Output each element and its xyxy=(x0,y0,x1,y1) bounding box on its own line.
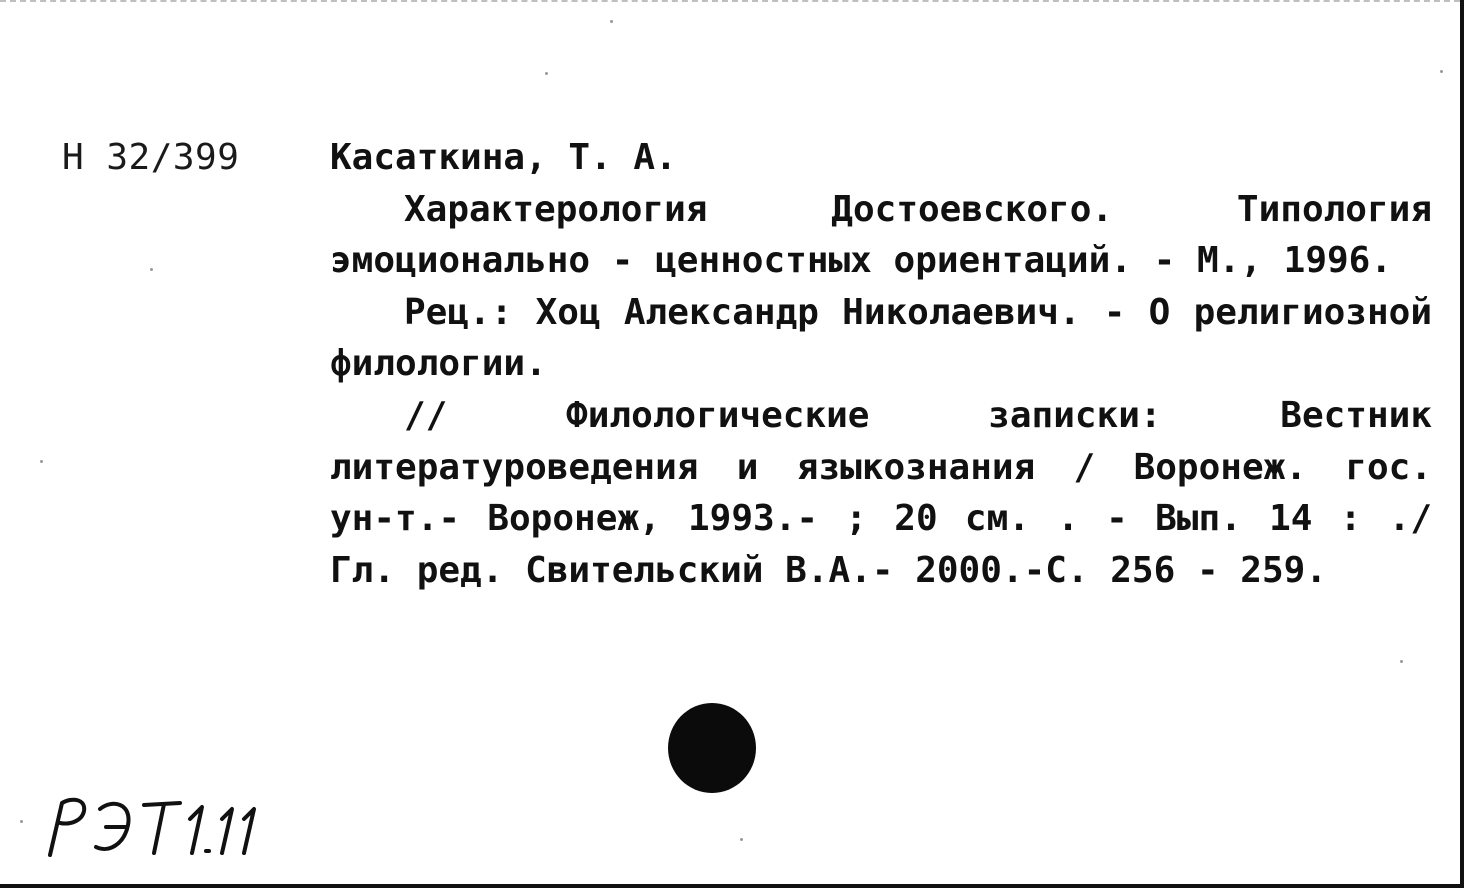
handwritten-signature-icon xyxy=(40,785,280,865)
review-paragraph: Рец.: Хоц Александр Николаевич. - О религиозной филологии. xyxy=(330,291,1432,385)
scan-speck xyxy=(20,820,23,823)
scan-speck xyxy=(740,838,743,841)
scan-speck xyxy=(1440,70,1443,73)
scan-speck xyxy=(150,268,153,271)
scan-speck xyxy=(1400,660,1403,663)
author-line: Касаткина, Т. А. xyxy=(330,137,677,178)
scan-speck xyxy=(610,20,613,23)
scan-speck xyxy=(545,72,548,75)
handwritten-mark xyxy=(40,785,280,865)
source-paragraph: // Филологические записки: Вестник литературоведения и языкознания / Воронеж. гос. ун-т.- Воронеж, 1993.- ; 20 см. . - Вып. 14 : ./ Гл. ред. Свительский В.А.- 2000.-С. 256 - 259. xyxy=(330,394,1432,591)
bibliographic-entry xyxy=(330,132,1432,596)
card-top-edge xyxy=(0,0,1460,2)
call-number: Н 32/399 xyxy=(62,137,240,178)
punch-hole xyxy=(668,703,756,793)
title-paragraph: Характерология Достоевского. Типология эмоционально - ценностных ориентаций. - М., 1996. xyxy=(330,188,1432,282)
scan-speck xyxy=(40,460,43,463)
